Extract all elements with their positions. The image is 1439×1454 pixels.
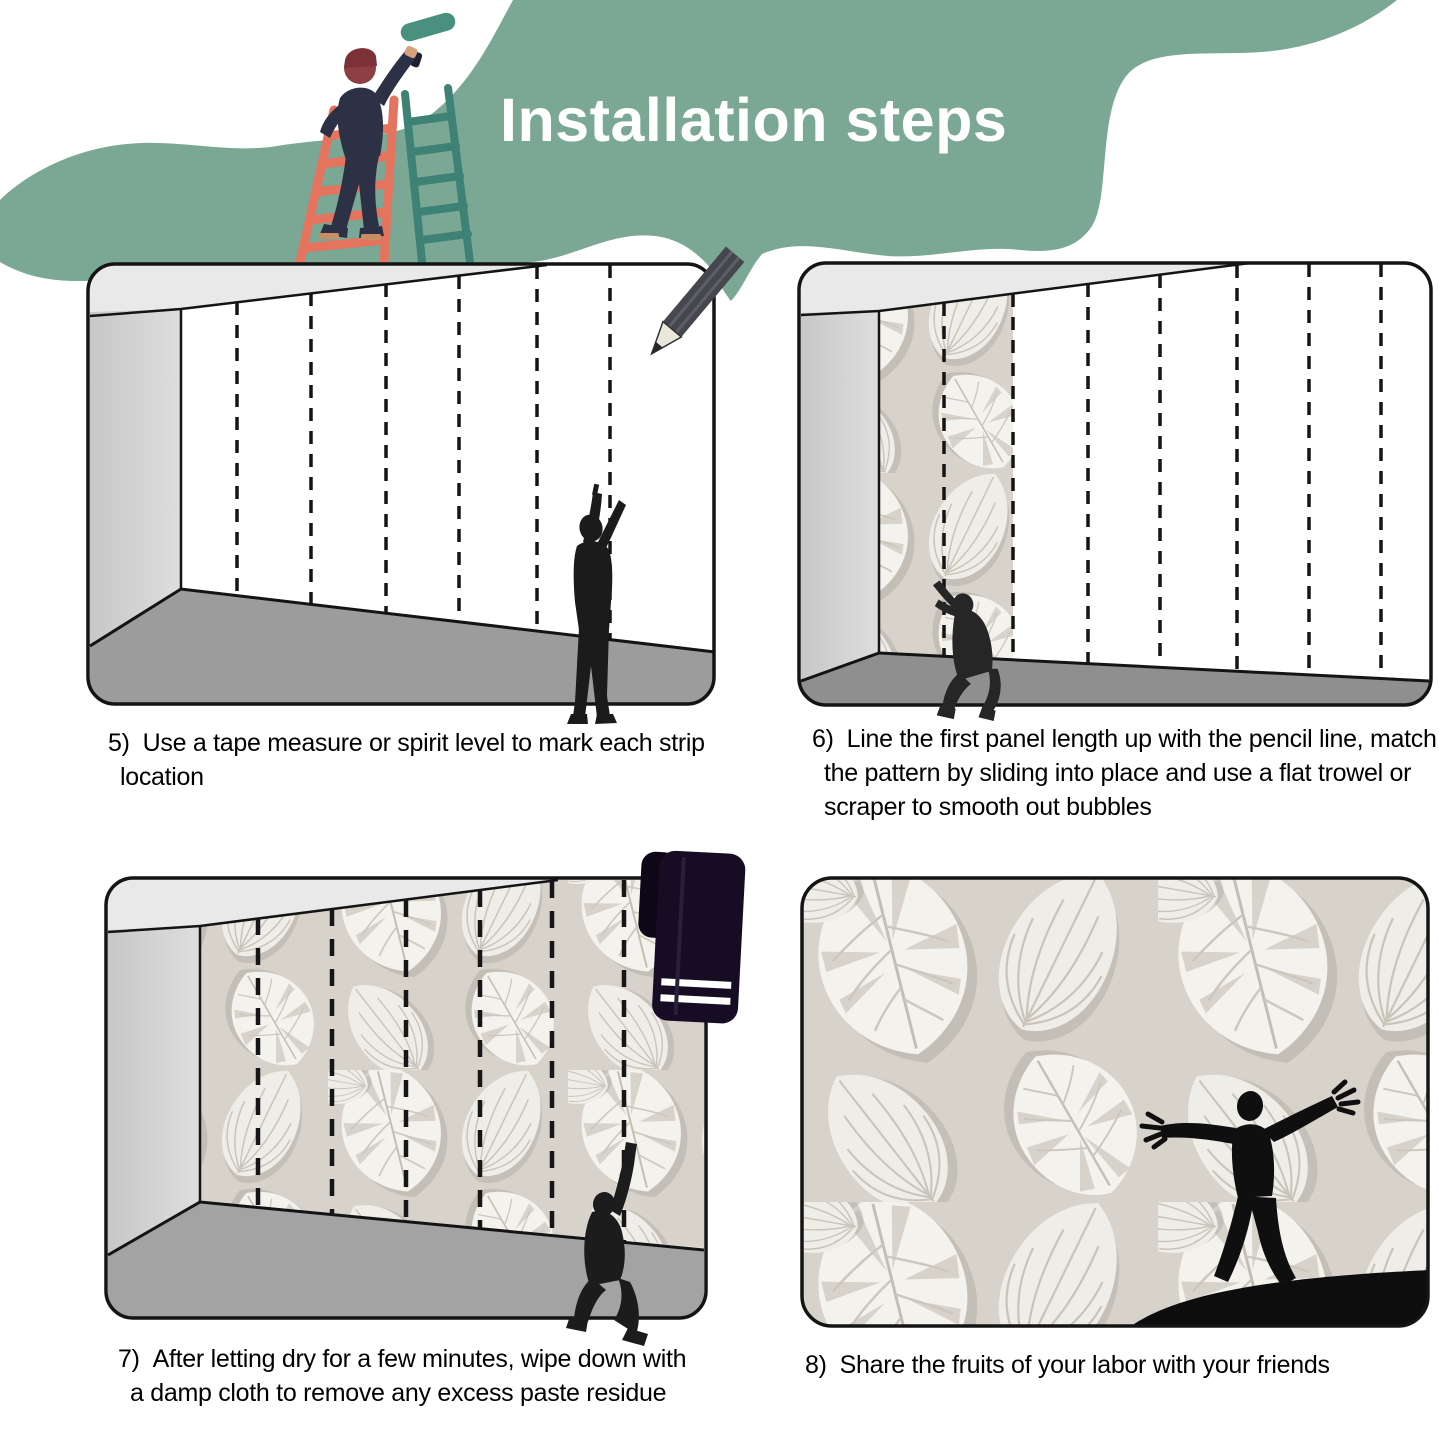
wallpaper-full-wall — [200, 880, 704, 1248]
step8-illustration — [798, 872, 1434, 1334]
step6-text: Line the first panel length up with the pencil line, match the pattern by sliding into place and use a flat trowel or scraper to smooth out bubbles — [824, 725, 1437, 821]
step7-illustration — [88, 850, 752, 1350]
back-ladder — [405, 88, 470, 262]
step8-number: 8) — [805, 1351, 827, 1379]
step6-illustration — [795, 253, 1437, 735]
page-title: Installation steps — [500, 86, 1008, 154]
step7-caption — [118, 1342, 705, 1410]
left-wall — [801, 311, 879, 681]
step5-text: Use a tape measure or spirit level to mark each strip location — [120, 729, 705, 791]
step5-number: 5) — [108, 729, 130, 757]
step5-caption — [108, 726, 705, 794]
step6-caption — [812, 722, 1439, 824]
step5-illustration — [85, 256, 719, 736]
painter-person — [319, 45, 419, 240]
wallpaper-photo — [801, 877, 1431, 1332]
step8-text: Share the fruits of your labor with your friends — [839, 1351, 1330, 1379]
step8-caption — [805, 1348, 1439, 1382]
ladder-painter-illustration — [222, 2, 522, 264]
left-wall — [108, 926, 200, 1255]
step7-number: 7) — [118, 1345, 140, 1373]
left-wall — [90, 309, 181, 646]
step6-number: 6) — [812, 725, 834, 753]
step7-text: After letting dry for a few minutes, wipe down with a damp cloth to remove any excess paste residue — [130, 1345, 687, 1407]
